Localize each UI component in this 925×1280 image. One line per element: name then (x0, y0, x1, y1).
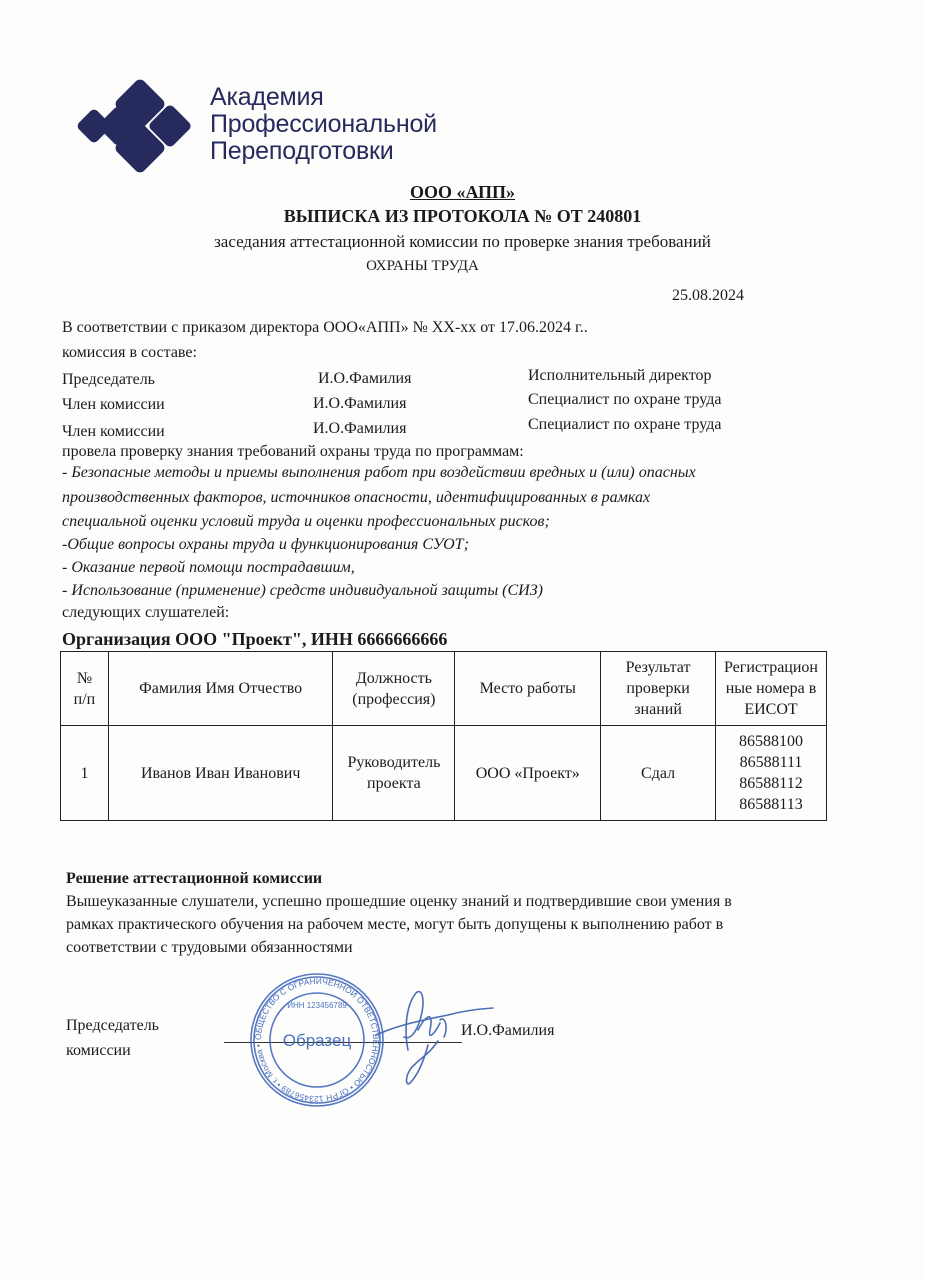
document-subtitle-2: ОХРАНЫ ТРУДА (366, 258, 479, 274)
commission-role: Член комиссии (62, 396, 165, 413)
header-text: Регистрацион (723, 659, 818, 676)
signature-name: И.О.Фамилия (461, 1022, 555, 1039)
seal-stamp-icon (247, 970, 387, 1110)
program-line: -Общие вопросы охраны труда и функционирования СУОТ; (62, 536, 470, 553)
logo-line-2: Профессиональной (210, 110, 437, 138)
commission-role: Член комиссии (62, 423, 165, 440)
table-header-row (61, 652, 827, 726)
handwritten-signature-icon (368, 975, 498, 1090)
cell-text: 86588112 (739, 775, 803, 792)
commission-position: Специалист по охране труда (528, 391, 722, 408)
listener-organization: Организация ООО "Проект", ИНН 6666666666 (62, 629, 448, 649)
cell-text: проекта (367, 775, 421, 792)
header-text: знаний (634, 701, 682, 718)
header-reg-numbers (715, 652, 826, 726)
cell-fio: Иванов Иван Иванович (108, 726, 333, 821)
header-position (333, 652, 455, 726)
header-text: № (76, 669, 93, 687)
cell-text: 86588100 (738, 733, 803, 750)
stamp-ring-text: ОБЩЕСТВО С ОГРАНИЧЕННОЙ ОТВЕТСТВЕННОСТЬЮ • ОГРН 123456789 • г. Москва • (252, 975, 382, 1105)
header-text: Должность (355, 669, 432, 687)
header-result (601, 652, 716, 726)
header-num (61, 652, 109, 726)
decision-line: рамках практического обучения на рабочем месте, могут быть допущены к выполнению работ в (66, 916, 724, 933)
header-workplace (455, 652, 601, 726)
signature-label-2: комиссии (66, 1042, 131, 1059)
header-text: (профессия) (352, 690, 436, 708)
decision-line: соответствии с трудовыми обязанностями (66, 939, 353, 956)
programs-intro: провела проверку знания требований охраны труда по программам: (62, 443, 524, 460)
company-logo-icon (68, 76, 198, 176)
listeners-label: следующих слушателей: (62, 604, 230, 621)
stamp-inn: ИНН 123456789 (287, 1001, 347, 1010)
cell-position (333, 726, 455, 821)
company-logo-text (210, 84, 510, 165)
header-text: Результат (625, 659, 691, 676)
cell-text: Руководитель (347, 754, 441, 771)
cell-num: 1 (61, 726, 109, 821)
cell-result: Сдал (601, 726, 716, 821)
logo-line-3: Переподготовки (210, 137, 394, 165)
intro-line-1: В соответствии с приказом директора ООО«АПП» № ХХ-хх от 17.06.2024 г.. (62, 319, 588, 336)
document-subtitle: заседания аттестационной комиссии по проверке знания требований (214, 232, 711, 251)
header-fio (108, 652, 333, 726)
header-text: Место работы (479, 680, 576, 697)
decision-line: Вышеуказанные слушатели, успешно прошедшие оценку знаний и подтвердившие свои умения в (66, 893, 732, 910)
organization-name: ООО «АПП» (409, 182, 516, 202)
signature-label-1: Председатель (66, 1017, 159, 1034)
document-title: ВЫПИСКА ИЗ ПРОТОКОЛА № ОТ 240801 (283, 206, 642, 226)
commission-position: Специалист по охране труда (528, 416, 722, 433)
commission-name: И.О.Фамилия (313, 395, 407, 412)
commission-name: И.О.Фамилия (313, 420, 407, 437)
cell-text: 86588113 (739, 796, 803, 813)
results-table (60, 651, 827, 821)
header-text: Фамилия Имя Отчество (139, 680, 303, 697)
program-line: производственных факторов, источников опасности, идентифицированных в рамках (62, 489, 651, 506)
document-date: 25.08.2024 (672, 287, 744, 304)
cell-workplace: ООО «Проект» (455, 726, 601, 821)
table-row (61, 726, 827, 821)
cell-text: 86588111 (739, 754, 803, 771)
header-text: ные номера в (725, 680, 817, 697)
program-line: - Использование (применение) средств индивидуальной защиты (СИЗ) (62, 582, 543, 599)
header-text: проверки (626, 680, 690, 697)
header-text: п/п (73, 690, 96, 708)
header-text: ЕИСОТ (744, 701, 798, 718)
commission-name: И.О.Фамилия (318, 370, 412, 387)
logo-line-1: Академия (210, 83, 324, 111)
decision-heading: Решение аттестационной комиссии (66, 870, 323, 887)
intro-line-2: комиссия в составе: (62, 344, 197, 361)
commission-role: Председатель (62, 371, 155, 388)
program-line: - Оказание первой помощи пострадавшим, (62, 559, 355, 576)
program-line: специальной оценки условий труда и оценки профессиональных рисков; (62, 513, 550, 530)
commission-position: Исполнительный директор (528, 367, 712, 384)
stamp-sample: Образец (282, 1031, 352, 1050)
cell-reg-numbers (715, 726, 826, 821)
program-line: - Безопасные методы и приемы выполнения работ при воздействии вредных и (или) опасных (62, 464, 696, 481)
